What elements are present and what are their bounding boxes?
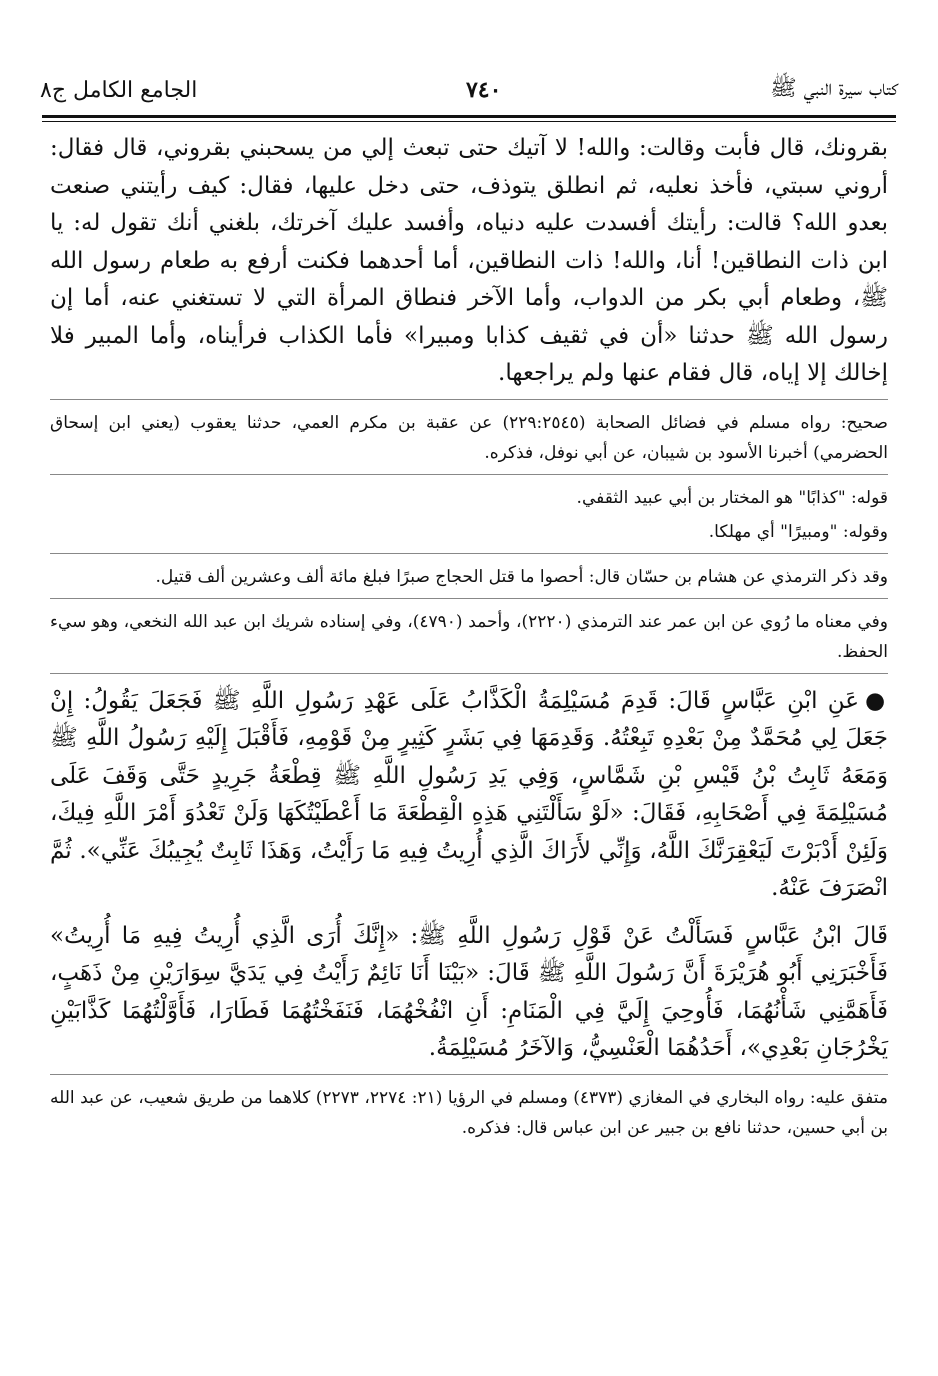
hadith-paragraph: [50, 682, 888, 908]
tirmidhi-note: وقد ذكر الترمذي عن هشام بن حسّان قال: أحصوا ما قتل الحجاج صبرًا فبلغ مائة ألف وعشرين ألف قتيل.: [155, 566, 888, 587]
hadith-continuation: قَالَ ابْنُ عَبَّاسٍ فَسَأَلْتُ عَنْ قَوْلِ رَسُولِ اللَّهِ ﷺ: «إِنَّكَ أُرَى الَّذِي أُرِيتُ فِيهِ مَا أُرِيتُ» فَأَخْبَرَنِي أَبُو هُرَيْرَةَ أَنَّ رَسُولَ اللَّهِ ﷺ قَالَ: «بَيْنَا أَنَا نَائِمٌ رَأَيْتُ فِي يَدَيَّ سِوَارَيْنِ مِنْ ذَهَبٍ، فَأَهَمَّنِي شَأْنُهُمَا، فَأُوحِيَ إِلَيَّ فِي الْمَنَامِ: أَنِ انْفُخْهُمَا، فَنَفَخْتُهُمَا فَطَارَا، فَأَوَّلْتُهُمَا كَذَّابَيْنِ يَخْرُجَانِ بَعْدِي»، أَحَدُهُمَا الْعَنْسِيُّ، وَالآخَرُ مُسَيْلِمَةُ.: [50, 922, 888, 1061]
header-rule-thin: [42, 121, 896, 122]
note-separator: [50, 553, 888, 554]
running-header: [40, 70, 898, 110]
narrative-paragraph: بقرونك، قال فأبت وقالت: والله! لا آتيك حتى تبعث إلي من يسحبني بقروني، قال فقال: أروني سبتي، فأخذ نعليه، ثم انطلق يتوذف، حتى دخل عليها، فقال: كيف رأيتني صنعت بعدو الله؟ قالت: رأيتك أفسدت عليه دنياه، وأفسد عليك آخرتك، بلغني أنك تقول له: يا ابن ذات النطاقين! أنا، والله! ذات النطاقين، أما أحدهما فكنت أرفع به طعام رسول الله ﷺ، وطعام أبي بكر من الدواب، وأما الآخر فنطاق المرأة التي لا تستغني عنه، أما إن رسول الله ﷺ حدثنا «أن في ثقيف كذابا ومبيرا» فأما الكذاب فرأيناه، وأما المبير فلا إخالك إلا إياه، قال فقام عنها ولم يراجعها.: [50, 135, 888, 386]
volume-title: الجامع الكامل ج٨: [40, 77, 198, 103]
book-title: كتاب سيرة النبي ﷺ: [770, 76, 898, 101]
note-separator: [50, 598, 888, 599]
note-separator: [50, 673, 888, 674]
ibn-umar-note: وفي معناه ما رُوي عن ابن عمر عند الترمذي (٢٢٢٠)، وأحمد (٤٧٩٠)، وفي إسناده شريك ابن عبد الله النخعي، وهو سيء الحفظ.: [50, 611, 888, 662]
note-separator: [50, 399, 888, 400]
note-separator: [50, 474, 888, 475]
page-body: [50, 130, 888, 1356]
hadith-bullet: ●: [864, 686, 888, 714]
grading-note: صحيح: رواه مسلم في فضائل الصحابة (٢٢٩:٢٥٤٥) عن عقبة بن مكرم العمي، حدثنا يعقوب (يعني ابن إسحاق الحضرمي) أخبرنا الأسود بن شيبان، عن أبي نوفل، فذكره.: [50, 412, 888, 463]
note-separator: [50, 1074, 888, 1075]
header-rule-thick: [42, 115, 896, 118]
hadith-text: عَنِ ابْنِ عَبَّاسٍ قَالَ: قَدِمَ مُسَيْلِمَةُ الْكَذَّابُ عَلَى عَهْدِ رَسُولِ اللَّهِ ﷺ فَجَعَلَ يَقُولُ: إِنْ جَعَلَ لِي مُحَمَّدٌ مِنْ بَعْدِهِ تَبِعْتُهُ. وَقَدِمَهَا فِي بَشَرٍ كَثِيرٍ مِنْ قَوْمِهِ، فَأَقْبَلَ إِلَيْهِ رَسُولُ اللَّهِ ﷺ وَمَعَهُ ثَابِتُ بْنُ قَيْسِ بْنِ شَمَّاسٍ، وَفِي يَدِ رَسُولِ اللَّهِ ﷺ قِطْعَةُ جَرِيدٍ حَتَّى وَقَفَ عَلَى مُسَيْلِمَةَ فِي أَصْحَابِهِ، فَقَالَ: «لَوْ سَأَلْتَنِي هَذِهِ الْقِطْعَةَ مَا أَعْطَيْتُكَهَا وَلَنْ تَعْدُوَ أَمْرَ اللَّهِ فِيكَ، وَلَئِنْ أَدْبَرْتَ لَيَعْقِرَنَّكَ اللَّهُ، وَإِنِّي لأَرَاكَ الَّذِي أُرِيتُ فِيهِ مَا رَأَيْتُ، وَهَذَا ثَابِتٌ يُجِيبُكَ عَنِّي». ثُمَّ انْصَرَفَ عَنْهُ.: [50, 687, 888, 901]
explanation-note: قوله: "كذابًا" هو المختار بن أبي عبيد الثقفي.: [576, 487, 888, 508]
page-number: ٧٤٠: [465, 77, 502, 103]
explanation-note: وقوله: "ومبيرًا" أي مهلكا.: [708, 521, 888, 542]
takhrij-note: متفق عليه: رواه البخاري في المغازي (٤٣٧٣) ومسلم في الرؤيا (٢١: ٢٢٧٤، ٢٢٧٣) كلاهما من طريق شعيب، عن عبد الله بن أبي حسين، حدثنا نافع بن جبير عن ابن عباس قال: فذكره.: [50, 1087, 888, 1138]
